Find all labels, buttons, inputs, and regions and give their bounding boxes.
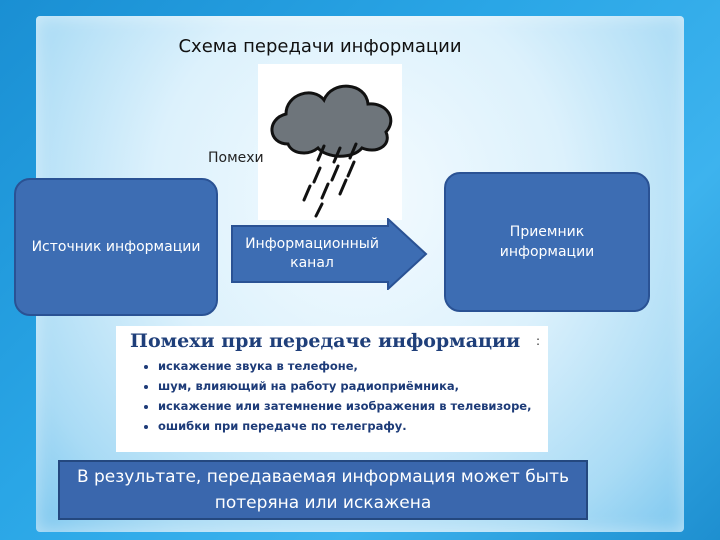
noise-examples-heading: Помехи при передаче информации [130, 330, 521, 352]
source-label: Источник информации [31, 239, 201, 255]
noise-label: Помехи [208, 150, 264, 166]
list-item: • искажение или затемнение изображения в телевизоре, [158, 396, 534, 416]
heading-suffix: : [536, 334, 541, 348]
result-text: В результате, передаваемая информация может быть потеряна или искажена [76, 467, 570, 513]
noise-examples-list [130, 356, 534, 436]
list-item: • ошибки при передаче по телеграфу. [158, 416, 534, 436]
receiver-node [444, 172, 650, 312]
result-box [58, 460, 588, 520]
list-item: • искажение звука в телефоне, [158, 356, 534, 376]
channel-label: Информационный канал [245, 236, 379, 271]
list-item: • шум, влияющий на работу радиоприёмника, [158, 376, 534, 396]
diagram-title: Схема передачи информации [178, 36, 462, 57]
source-node [14, 178, 218, 316]
storm-cloud-icon [258, 64, 402, 220]
noise-examples-box [116, 326, 548, 452]
receiver-label: Приемник информации [499, 224, 595, 260]
